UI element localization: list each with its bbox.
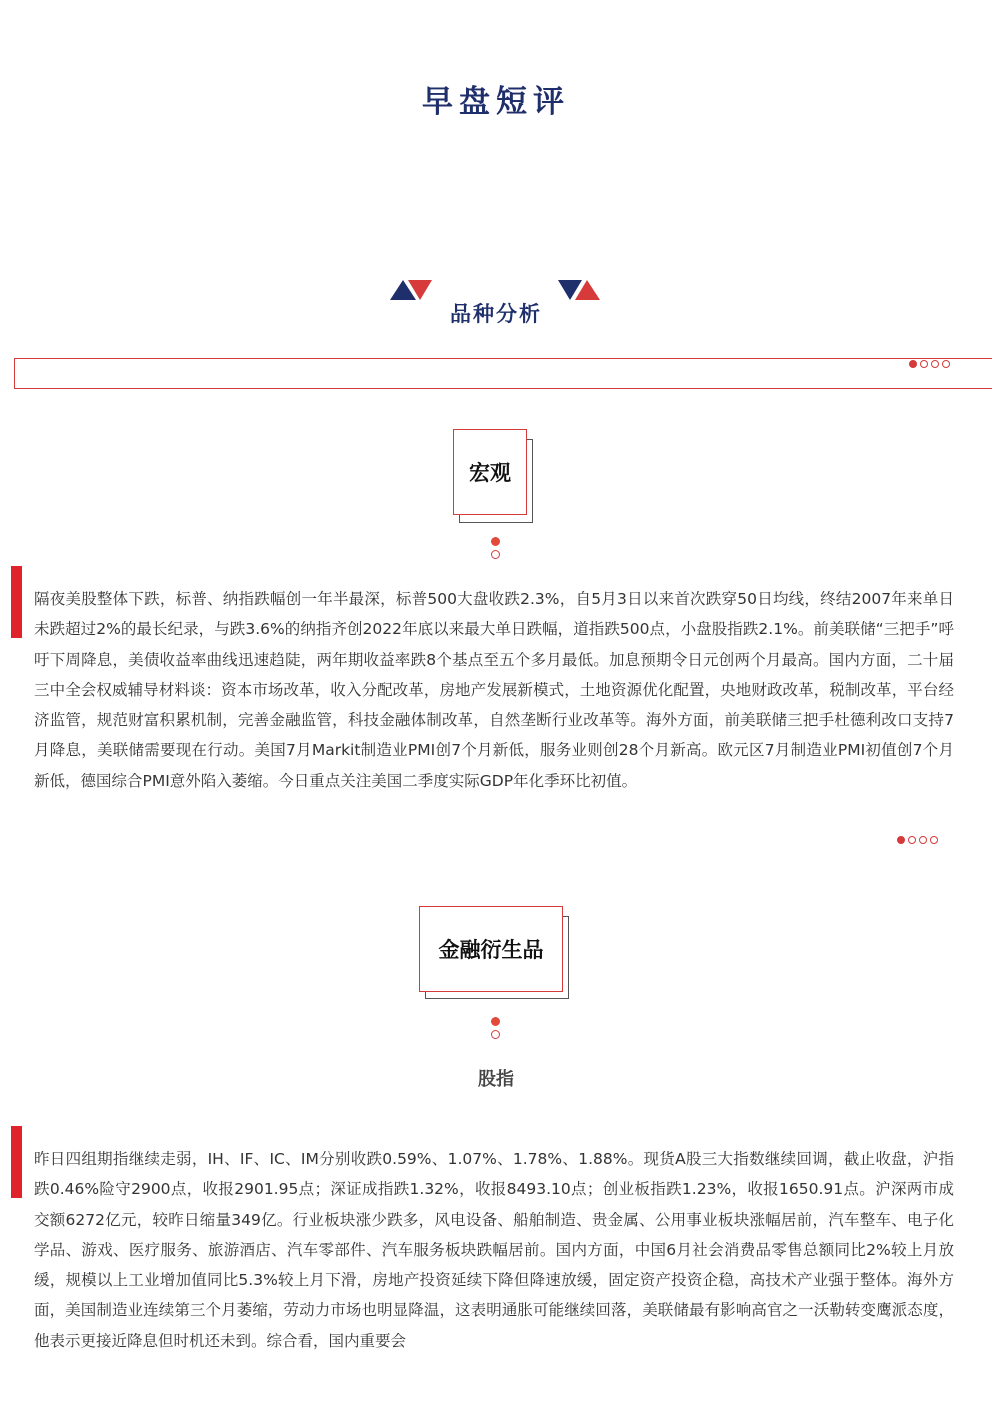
macro-paragraph: 隔夜美股整体下跌，标普、纳指跌幅创一年半最深，标普500大盘收跌2.3%，自5月3日以来首次跌穿50日均线，终结2007年来单日未跌超过2%的最长纪录，与跌3.6%的纳指齐创2022年底以来最大单日跌幅，道指跌500点，小盘股指跌2.1%。前美联储“三把手”呼吁下周降息，美债收益率曲线迅速趋陡，两年期收益率跌8个基点至五个多月最低。加息预期令日元创两个月最高。国内方面，二十届三中全会权威辅导材料谈：资本市场改革，收入分配改革，房地产发展新模式，土地资源优化配置，央地财政改革，税制改革，平台经济监管，规范财富积累机制，完善金融监管，科技金融体制改革，自然垄断行业改革等。海外方面，前美联储三把手杜德利改口支持7月降息，美联储需要现在行动。美国7月Markit制造业PMI创7个月新低，服务业则创28个月新高。欧元区7月制造业PMI初值创7个月新低，德国综合PMI意外陷入萎缩。今日重点关注美国二季度实际GDP年化季环比初值。	[34, 590, 954, 790]
paragraph-marker	[11, 1126, 22, 1198]
paragraph-marker	[11, 566, 22, 638]
derivatives-paragraph: 昨日四组期指继续走弱，IH、IF、IC、IM分别收跌0.59%、1.07%、1.78%、1.88%。现货A股三大指数继续回调，截止收盘，沪指跌0.46%险守2900点，收报2901.95点；深证成指跌1.32%，收报8493.10点；创业板指跌1.23%，收报1650.91点。沪深两市成交额6272亿元，较昨日缩量349亿。行业板块涨少跌多，风电设备、船舶制造、贵金属、公用事业板块涨幅居前，汽车整车、电子化学品、游戏、医疗服务、旅游酒店、汽车零部件、汽车服务板块跌幅居前。国内方面，中国6月社会消费品零售总额同比2%较上月放缓，规模以上工业增加值同比5.3%较上月下滑，房地产投资延续下降但降速放缓，固定资产投资企稳，高技术产业强于整体。海外方面，美国制造业连续第三个月萎缩，劳动力市场也明显降温，这表明通胀可能继续回落，美联储最有影响高官之一沃勒转变鹰派态度，他表示更接近降息但时机还未到。综合看，国内重要会	[34, 1150, 954, 1350]
section-title: 品种分析	[450, 302, 542, 326]
macro-label: 宏观	[469, 461, 511, 485]
connector-dot-icon	[491, 550, 500, 559]
connector-dot-icon	[491, 1030, 500, 1039]
banner-dots-icon	[909, 360, 950, 368]
connector-dot-icon	[491, 1017, 500, 1026]
macro-box	[453, 429, 527, 515]
sub-heading-stock-index: 股指	[478, 1069, 514, 1090]
section-banner	[14, 358, 992, 389]
derivatives-box	[419, 906, 563, 992]
paragraph-dots-icon	[897, 836, 938, 844]
connector-dot-icon	[491, 537, 500, 546]
derivatives-label: 金融衍生品	[438, 938, 544, 962]
page-title: 早盘短评	[422, 84, 570, 120]
